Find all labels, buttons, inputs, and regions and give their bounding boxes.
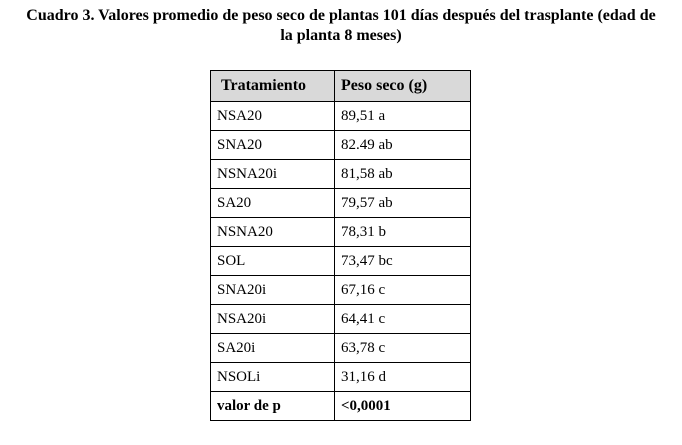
table-row	[211, 363, 471, 392]
cell-peso-seco: 89,51 a	[335, 102, 471, 131]
header-peso-seco: Peso seco (g)	[335, 71, 471, 102]
table-row	[211, 276, 471, 305]
footer-label: valor de p	[211, 392, 335, 421]
cell-peso-seco: 63,78 c	[335, 334, 471, 363]
cell-peso-seco: 64,41 c	[335, 305, 471, 334]
table-row	[211, 247, 471, 276]
table-footer-row	[211, 392, 471, 421]
footer-value: <0,0001	[335, 392, 471, 421]
cell-tratamiento: SA20	[211, 189, 335, 218]
table-caption	[0, 6, 682, 46]
cell-peso-seco: 79,57 ab	[335, 189, 471, 218]
cell-tratamiento: NSOLi	[211, 363, 335, 392]
cell-tratamiento: NSNA20	[211, 218, 335, 247]
cell-peso-seco: 82.49 ab	[335, 131, 471, 160]
cell-peso-seco: 73,47 bc	[335, 247, 471, 276]
cell-tratamiento: SNA20	[211, 131, 335, 160]
cell-peso-seco: 78,31 b	[335, 218, 471, 247]
header-tratamiento: Tratamiento	[211, 71, 335, 102]
cell-peso-seco: 67,16 c	[335, 276, 471, 305]
cell-tratamiento: SOL	[211, 247, 335, 276]
cell-tratamiento: NSNA20i	[211, 160, 335, 189]
results-table	[210, 70, 471, 421]
table-row	[211, 102, 471, 131]
cell-peso-seco: 81,58 ab	[335, 160, 471, 189]
table-row	[211, 305, 471, 334]
table-row	[211, 160, 471, 189]
cell-tratamiento: SNA20i	[211, 276, 335, 305]
table-row	[211, 218, 471, 247]
table-row	[211, 334, 471, 363]
caption-line-1: Cuadro 3. Valores promedio de peso seco de plantas 101 días después del trasplante (edad de	[26, 7, 656, 24]
table-header-row	[211, 71, 471, 102]
table-row	[211, 131, 471, 160]
cell-tratamiento: SA20i	[211, 334, 335, 363]
cell-peso-seco: 31,16 d	[335, 363, 471, 392]
cell-tratamiento: NSA20	[211, 102, 335, 131]
table-row	[211, 189, 471, 218]
cell-tratamiento: NSA20i	[211, 305, 335, 334]
caption-line-2: la planta 8 meses)	[280, 27, 402, 44]
